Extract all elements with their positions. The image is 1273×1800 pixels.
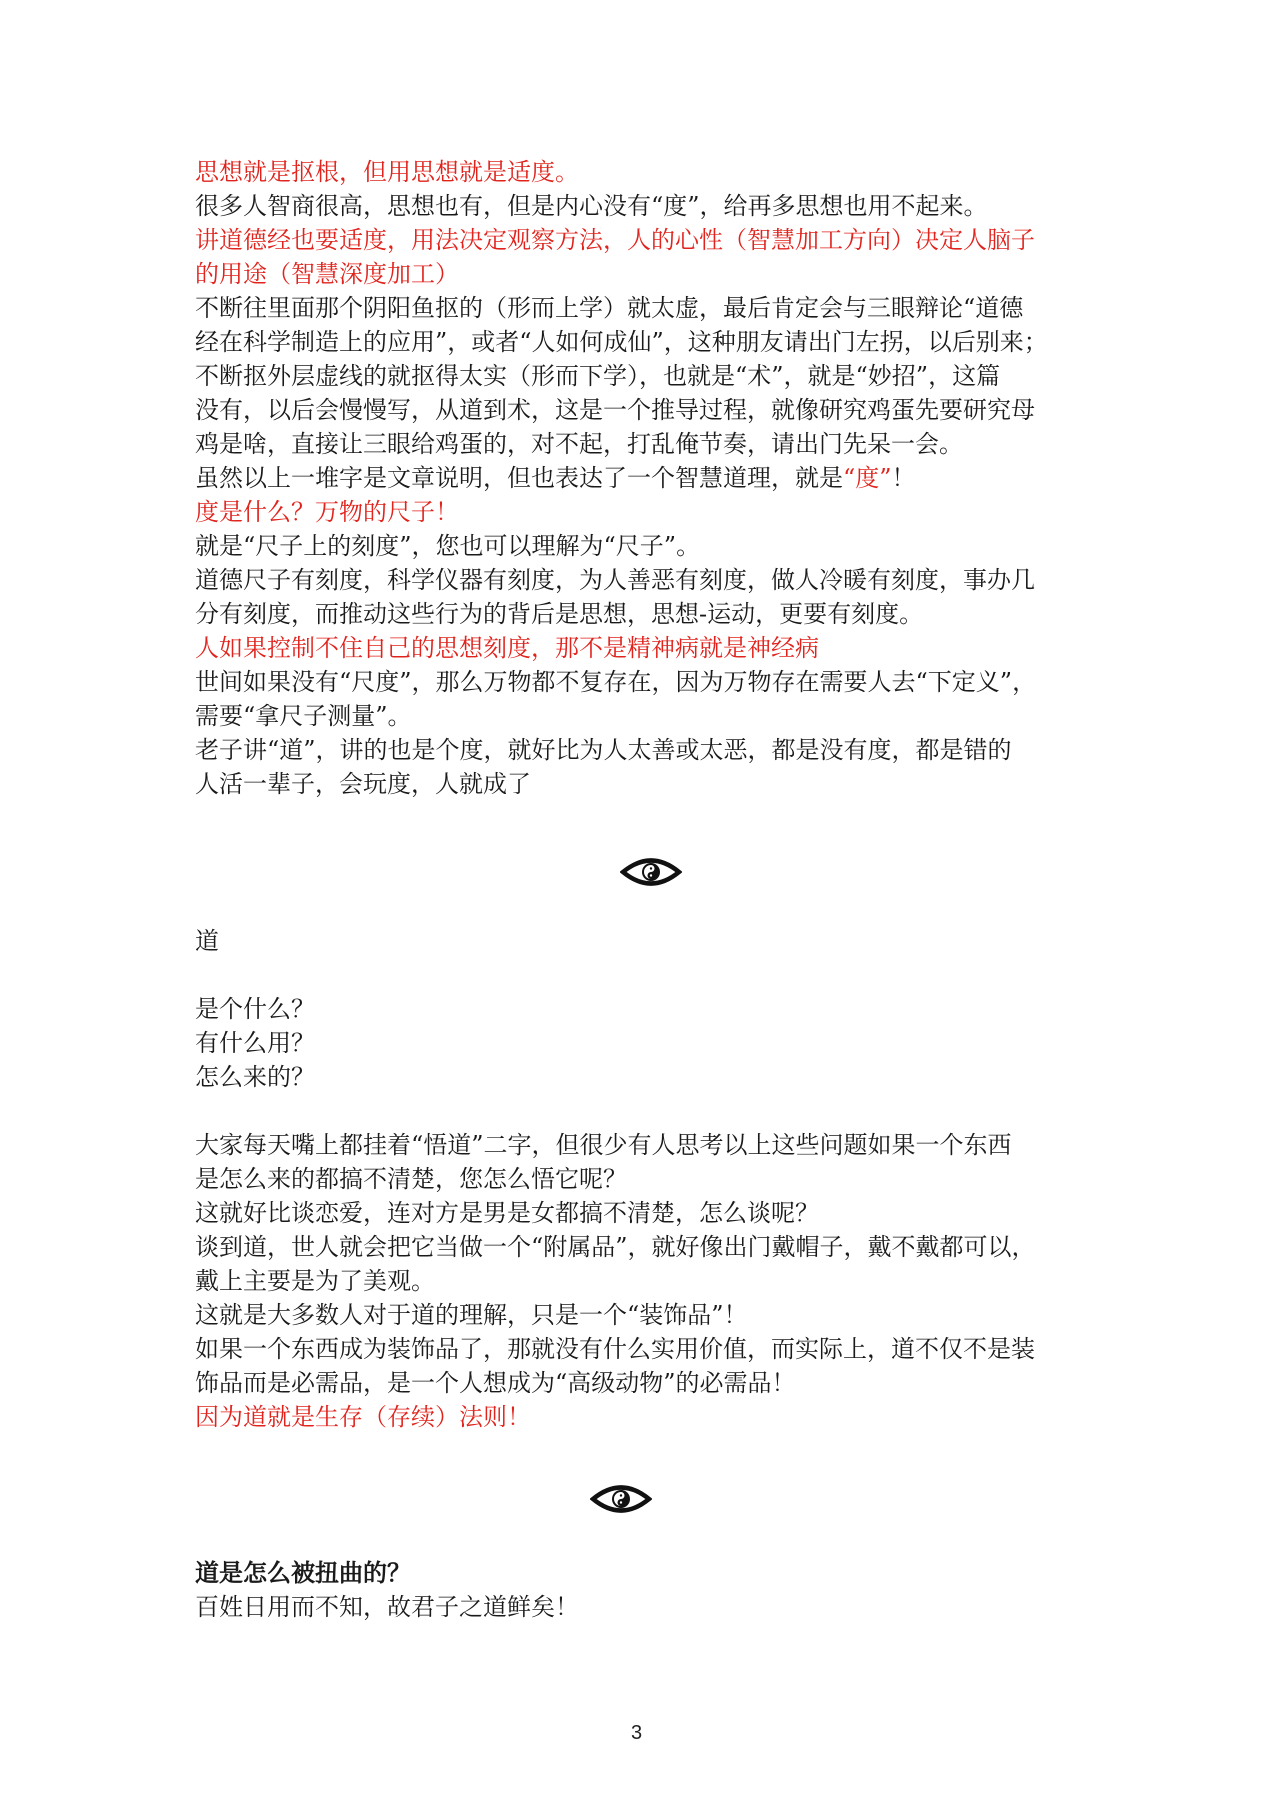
- eye-icon: [620, 853, 682, 891]
- section-distortion: [195, 1556, 1085, 1624]
- section-dao: [195, 924, 1085, 1434]
- question-line: 是个什么？: [195, 995, 315, 1023]
- text-line: 如果一个东西成为装饰品了，那就没有什么实用价值，而实际上，道不仅不是装: [195, 1335, 1035, 1363]
- text-line: 因为道就是生存（存续）法则！: [195, 1403, 531, 1431]
- text-line: 需要“拿尺子测量”。: [195, 702, 412, 730]
- text-line: 鸡是啥，直接让三眼给鸡蛋的，对不起，打乱俺节奏，请出门先呆一会。: [195, 430, 963, 458]
- highlight-degree: “度”: [843, 464, 892, 492]
- text-line: 度是什么？万物的尺子！: [195, 498, 459, 526]
- text-line: 没有，以后会慢慢写，从道到术，这是一个推导过程，就像研究鸡蛋先要研究母: [195, 396, 1035, 424]
- text-line: 谈到道，世人就会把它当做一个“附属品”，就好像出门戴帽子，戴不戴都可以，: [195, 1233, 1036, 1261]
- text-line: 很多人智商很高，思想也有，但是内心没有“度”，给再多思想也用不起来。: [195, 192, 988, 220]
- text-line: 经在科学制造上的应用”，或者“人如何成仙”，这种朋友请出门左拐，以后别来；: [195, 328, 1048, 356]
- text-line: 饰品而是必需品，是一个人想成为“高级动物”的必需品！: [195, 1369, 796, 1397]
- spacer: [195, 958, 1085, 992]
- text-line: 人如果控制不住自己的思想刻度，那不是精神病就是神经病: [195, 634, 819, 662]
- text-line: 的用途（智慧深度加工）: [195, 260, 459, 288]
- text-line: 讲道德经也要适度，用法决定观察方法，人的心性（智慧加工方向）决定人脑子: [195, 226, 1035, 254]
- question-line: 有什么用？: [195, 1029, 315, 1057]
- section-title: 道: [195, 927, 219, 955]
- text-line: 戴上主要是为了美观。: [195, 1267, 435, 1295]
- text-line: 不断往里面那个阴阳鱼抠的（形而上学）就太虚，最后肯定会与三眼辩论“道德: [195, 294, 1024, 322]
- text-line: 这就好比谈恋爱，连对方是男是女都搞不清楚，怎么谈呢？: [195, 1199, 819, 1227]
- text-span: 虽然以上一堆字是文章说明，但也表达了一个智慧道理，就是: [195, 464, 843, 492]
- text-span: ！: [891, 464, 916, 492]
- text-line: 大家每天嘴上都挂着“悟道”二字，但很少有人思考以上这些问题如果一个东西: [195, 1131, 1012, 1159]
- section-heading: 道是怎么被扭曲的？: [195, 1558, 411, 1587]
- spacer: [195, 1094, 1085, 1128]
- text-line: 这就是大多数人对于道的理解，只是一个“装饰品”！: [195, 1301, 748, 1329]
- eye-icon-svg: [590, 1480, 652, 1518]
- text-line: 分有刻度，而推动这些行为的背后是思想，思想-运动，更要有刻度。: [195, 600, 924, 628]
- section-degree: [195, 155, 1085, 801]
- text-line: 世间如果没有“尺度”，那么万物都不复存在，因为万物存在需要人去“下定义”，: [195, 668, 1037, 696]
- text-line: 人活一辈子，会玩度，人就成了: [195, 770, 531, 798]
- text-line: 就是“尺子上的刻度”，您也可以理解为“尺子”。: [195, 532, 701, 560]
- eye-icon-svg: [620, 853, 682, 891]
- text-line: 是怎么来的都搞不清楚，您怎么悟它呢？: [195, 1165, 627, 1193]
- question-line: 怎么来的？: [195, 1063, 315, 1091]
- text-line: [195, 461, 1085, 495]
- text-line: 百姓日用而不知，故君子之道鲜矣！: [195, 1593, 579, 1621]
- text-line: 道德尺子有刻度，科学仪器有刻度，为人善恶有刻度，做人冷暖有刻度，事办几: [195, 566, 1035, 594]
- text-line: 老子讲“道”，讲的也是个度，就好比为人太善或太恶，都是没有度，都是错的: [195, 736, 1012, 764]
- page-number: 3: [630, 1722, 643, 1744]
- eye-icon: [590, 1480, 652, 1518]
- text-line: 不断抠外层虚线的就抠得太实（形而下学），也就是“术”，就是“妙招”，这篇: [195, 362, 1001, 390]
- text-line: 思想就是抠根，但用思想就是适度。: [195, 158, 579, 186]
